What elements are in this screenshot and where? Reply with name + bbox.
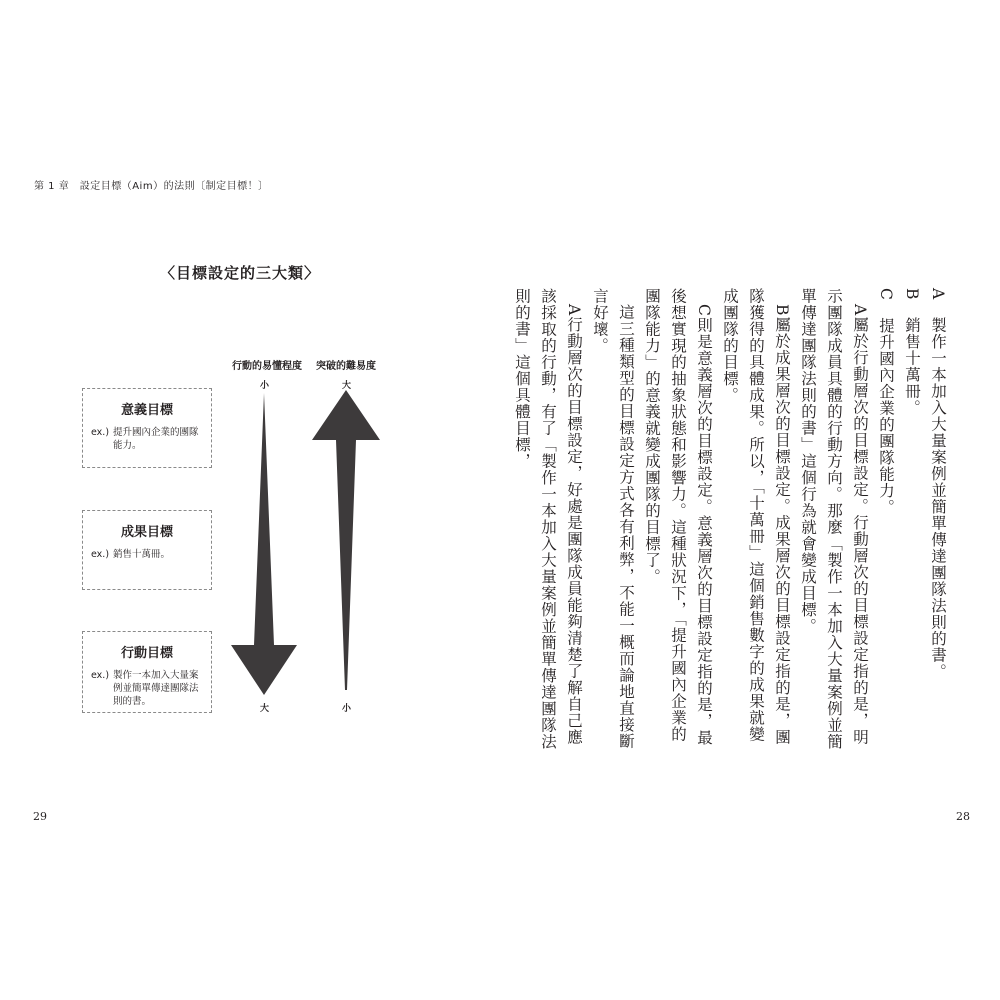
paragraph-1: A屬於行動層次的目標設定。行動層次的目標設定指的是，明示團隊成員具體的行動方向。那麼「製作一本加入大量案例並簡單傳達團隊法則的書」這個行為就會變成目標。	[799, 288, 869, 750]
goal-example-text: 製作一本加入大量案例並簡單傳達團隊法則的書。	[113, 670, 199, 707]
goal-example-action	[91, 669, 203, 708]
ease-arrow	[231, 393, 297, 695]
diagram-title: 〈目標設定的三大類〉	[160, 264, 321, 282]
ex-label: ex.)	[91, 427, 110, 438]
paragraph-4: 這三種類型的目標設定方式各有利弊，不能一概而論地直接斷言好壞。	[591, 288, 635, 749]
difficulty-arrow	[312, 390, 380, 690]
paragraph-5: A行動層次的目標設定，好處是團隊成員能夠清楚了解自己應該採取的行動，有了「製作一本加入大量案例並簡單傳達團隊法則的書」這個具體目標，	[513, 288, 583, 750]
ease-axis-bottom-label: 大	[260, 704, 270, 714]
goal-box-meaning	[82, 388, 212, 468]
goal-name-action: 行動目標	[120, 646, 173, 661]
goal-example-text: 提升國內企業的團隊能力。	[113, 427, 199, 451]
page-number-right: 28	[956, 810, 970, 823]
paragraph-3: C則是意義層次的目標設定。意義層次的目標設定指的是，最後想實現的抽象狀態和影響力。這種狀況下，「提升國內企業的團隊能力」的意義就變成團隊的目標了。	[643, 288, 713, 746]
difficulty-axis-top-label: 大	[342, 381, 352, 391]
page-number-left: 29	[33, 810, 47, 823]
paragraph-2: B屬於成果層次的目標設定。成果層次的目標設定指的是，團隊獲得的具體成果。所以，「十萬冊」這個銷售數字的成果就變成團隊的目標。	[721, 288, 791, 745]
goal-name-result: 成果目標	[120, 525, 173, 540]
list-item-b: B 銷售十萬冊。	[903, 288, 921, 416]
ex-label: ex.)	[91, 549, 110, 560]
goal-example-text: 銷售十萬冊。	[113, 549, 171, 560]
goal-example-result	[91, 548, 203, 561]
difficulty-axis-label: 突破的難易度	[316, 361, 376, 372]
goal-box-result	[82, 510, 212, 590]
ease-axis-label: 行動的易懂程度	[232, 361, 302, 372]
list-item-c: C 提升國內企業的團隊能力。	[877, 288, 895, 516]
ease-axis-top-label: 小	[260, 381, 270, 391]
chapter-header: 第 1 章 設定目標（Aim）的法則〔制定目標！〕	[34, 181, 269, 192]
goal-box-action	[82, 631, 212, 713]
goal-example-meaning	[91, 426, 203, 452]
body-text	[513, 288, 951, 758]
goal-name-meaning: 意義目標	[120, 403, 173, 418]
difficulty-axis-bottom-label: 小	[342, 704, 352, 714]
list-item-a: A 製作一本加入大量案例並簡單傳達團隊法則的書。	[929, 288, 947, 680]
ex-label: ex.)	[91, 670, 110, 681]
